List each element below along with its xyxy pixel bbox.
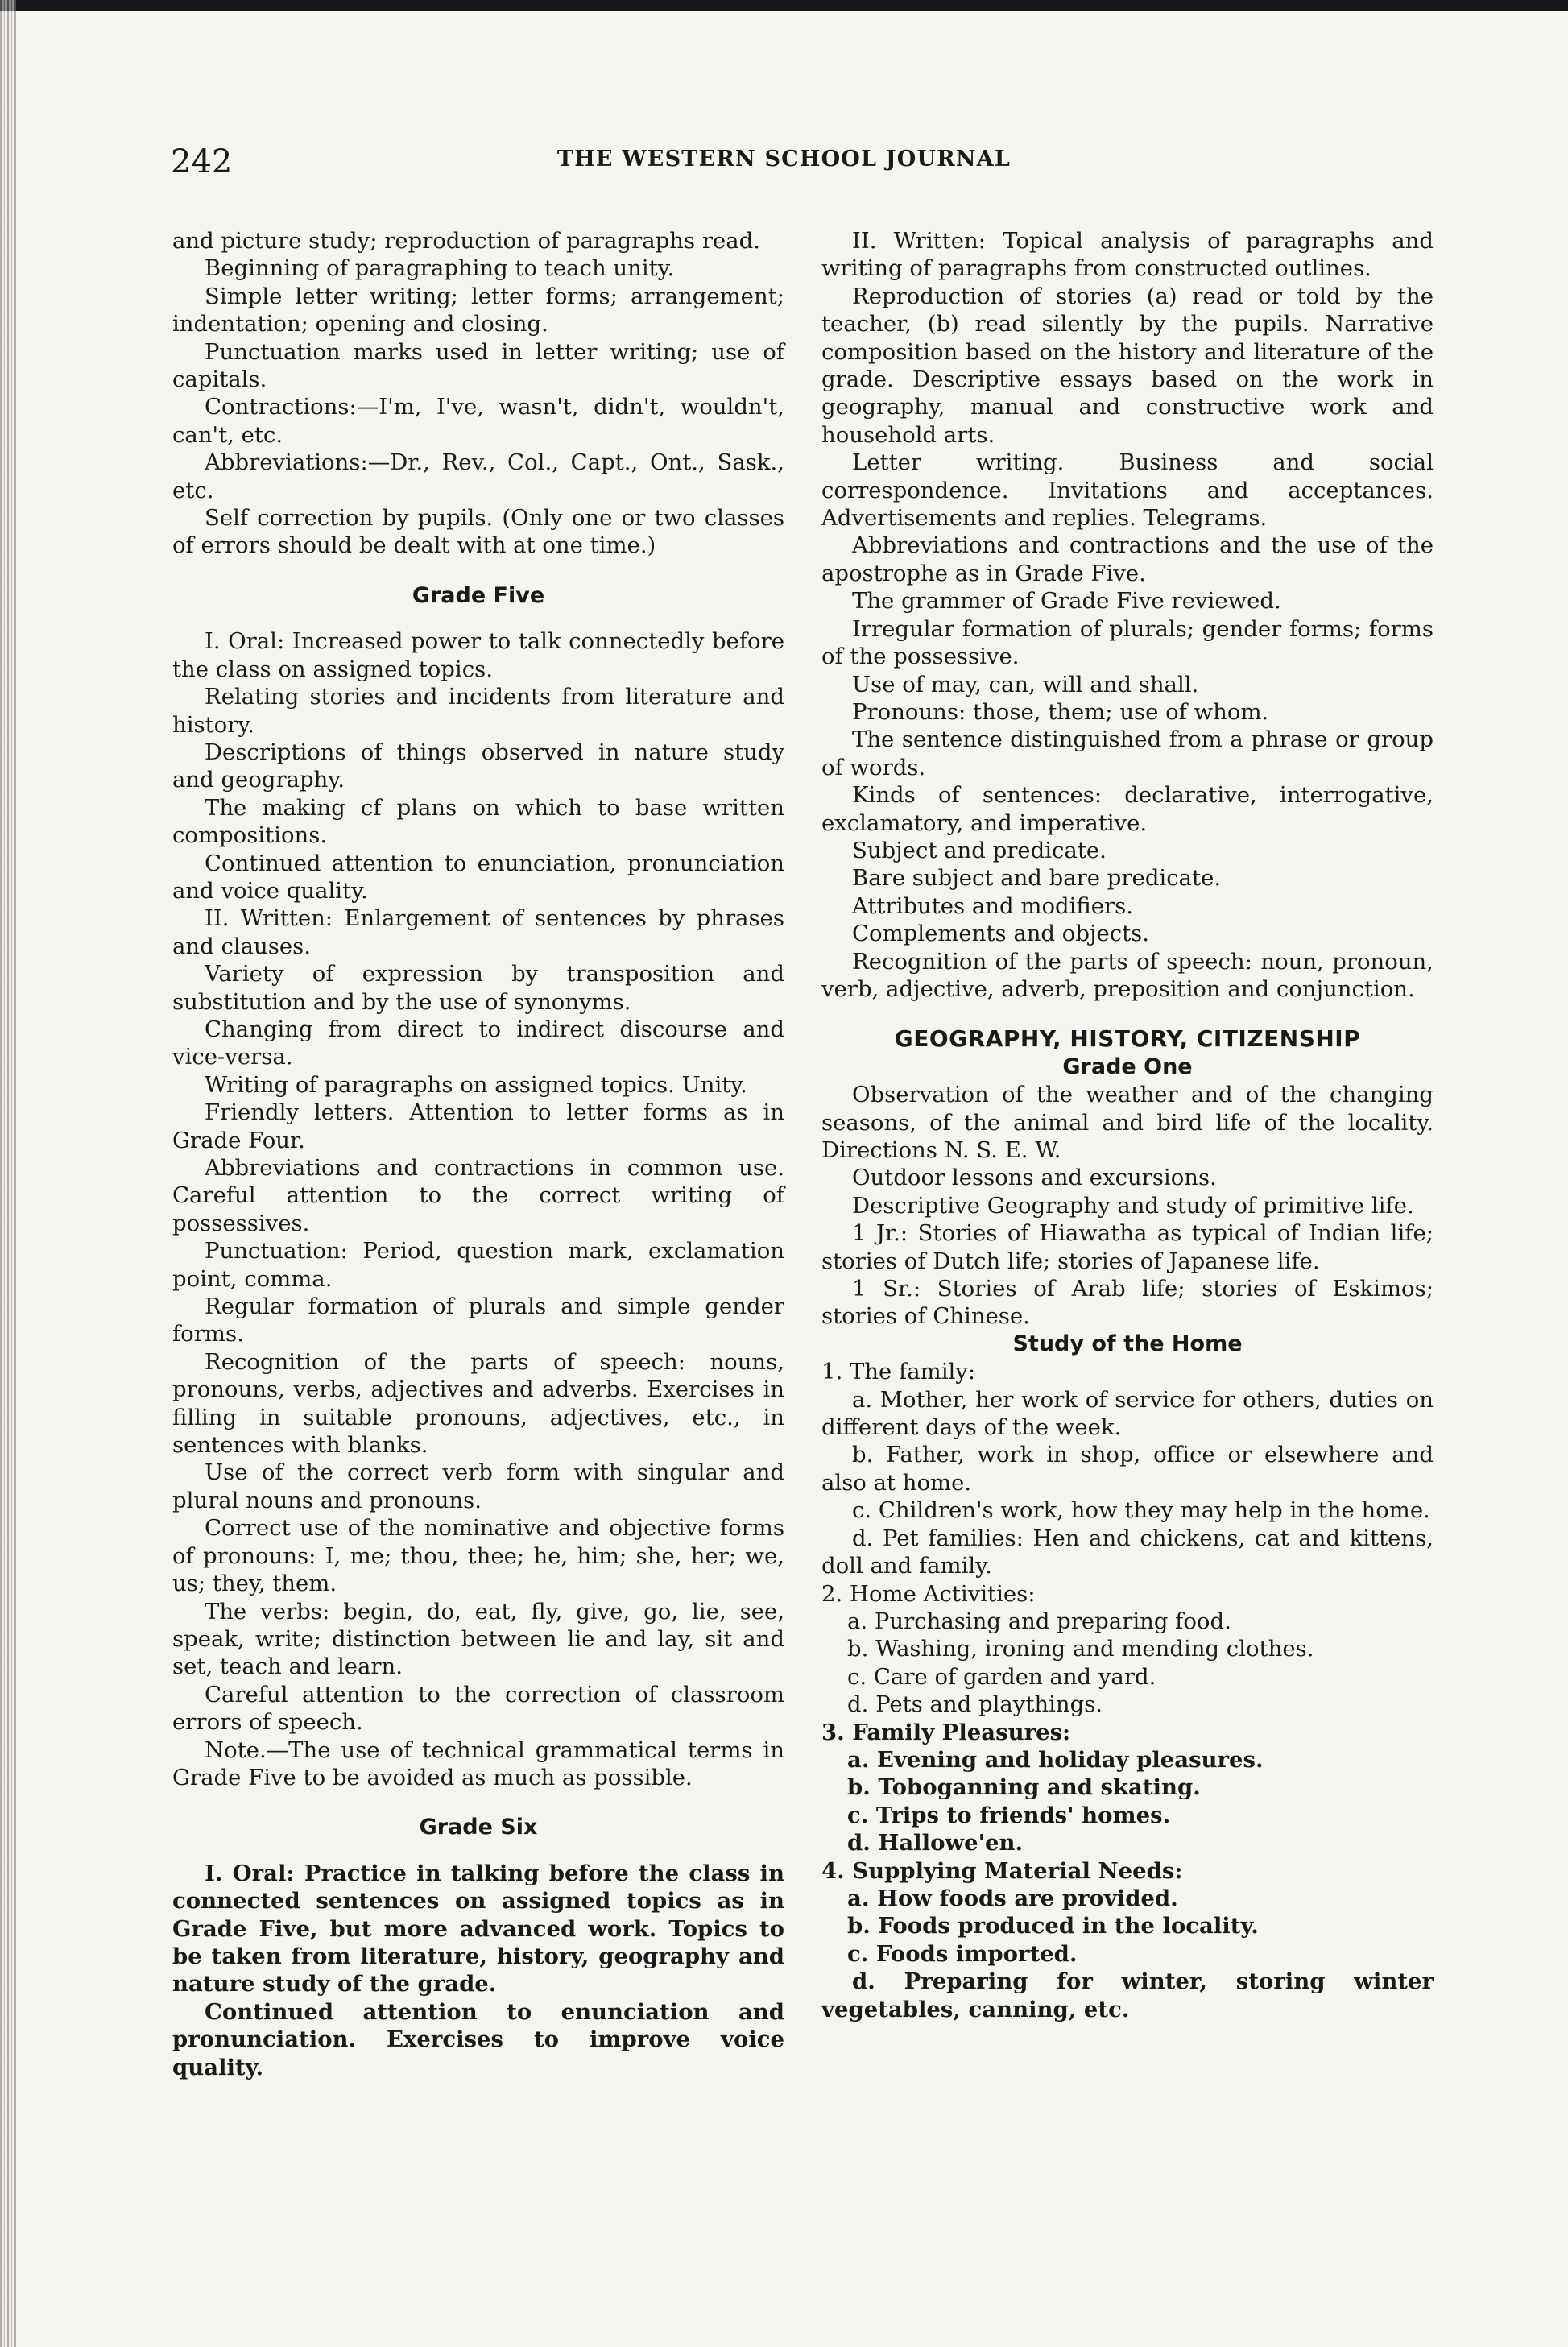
paragraph: Recognition of the parts of speech: nouns, pronouns, verbs, adjectives and adverbs. Exercises in filling in suitable pronouns, adjectives, etc., in sentences with blanks. [172, 1348, 784, 1459]
list-item: c. Trips to friends' homes. [847, 1802, 1171, 1828]
paragraph: Writing of paragraphs on assigned topics. Unity. [205, 1071, 747, 1098]
paragraph: Variety of expression by transposition and substitution and by the use of synonyms. [172, 961, 784, 1015]
paragraph: Attributes and modifiers. [852, 892, 1134, 919]
list-item: c. Foods imported. [847, 1940, 1078, 1967]
paragraph: Letter writing. Business and social correspondence. Invitations and acceptances. Advertisements and replies. Telegrams. [821, 449, 1434, 532]
section-heading-geography-history-citizenship: GEOGRAPHY, HISTORY, CITIZENSHIP [894, 1025, 1361, 1053]
paragraph: Kinds of sentences: declarative, interrogative, exclamatory, and imperative. [821, 782, 1434, 836]
paragraph: Observation of the weather and of the changing seasons, of the animal and bird life of the locality. Directions N. S. E. W. [821, 1082, 1434, 1163]
paragraph: Careful attention to the correction of classroom errors of speech. [172, 1681, 784, 1736]
scan-binding-edge [0, 0, 16, 2347]
paragraph: Abbreviations and contractions in common use. Careful attention to the correct writing of possessives. [172, 1155, 784, 1236]
paragraph: Beginning of paragraphing to teach unity. [205, 255, 675, 282]
list-item: d. Pet families: Hen and chickens, cat and kittens, doll and family. [821, 1525, 1434, 1579]
paragraph: The verbs: begin, do, eat, fly, give, go, lie, see, speak, write; distinction between lie and lay, sit and set, teach and learn. [172, 1598, 784, 1680]
paragraph: Use of may, can, will and shall. [852, 671, 1199, 697]
list-item: b. Foods produced in the locality. [847, 1913, 1259, 1939]
paragraph: Descriptive Geography and study of primitive life. [852, 1192, 1414, 1219]
list-item: a. How foods are provided. [847, 1885, 1178, 1911]
paragraph: Punctuation marks used in letter writing; use of capitals. [172, 338, 784, 393]
list-item: b. Washing, ironing and mending clothes. [847, 1636, 1314, 1662]
list-item: c. Care of garden and yard. [847, 1663, 1156, 1690]
subheading-study-of-the-home: Study of the Home [1012, 1331, 1243, 1356]
paragraph: Self correction by pupils. (Only one or two classes of errors should be dealt with at one time.) [172, 505, 784, 559]
paragraph: Contractions:—I'm, I've, wasn't, didn't, wouldn't, can't, etc. [172, 394, 784, 448]
paragraph: Irregular formation of plurals; gender forms; forms of the possessive. [821, 615, 1434, 670]
paragraph: Relating stories and incidents from literature and history. [172, 684, 784, 738]
paragraph: Outdoor lessons and excursions. [852, 1165, 1217, 1191]
paragraph: Abbreviations and contractions and the use of the apostrophe as in Grade Five. [821, 532, 1434, 586]
list-item: d. Hallowe'en. [847, 1830, 1024, 1856]
paragraph: Complements and objects. [852, 921, 1150, 947]
paragraph: Abbreviations:—Dr., Rev., Col., Capt., Ont., Sask., etc. [172, 449, 784, 503]
right-column [821, 227, 1434, 2023]
section-heading-grade-six: Grade Six [419, 1815, 538, 1840]
list-item: a. Evening and holiday pleasures. [847, 1746, 1264, 1773]
paragraph: Descriptions of things observed in nature study and geography. [172, 739, 784, 793]
list-item: 3. Family Pleasures: [821, 1719, 1071, 1745]
list-item: c. Children's work, how they may help in the home. [852, 1497, 1430, 1524]
study-of-home-outline [821, 1358, 1434, 2023]
paragraph: II. Written: Enlargement of sentences by phrases and clauses. [172, 905, 784, 959]
paragraph: and picture study; reproduction of paragraphs read. [172, 228, 760, 254]
paragraph: Simple letter writing; letter forms; arrangement; indentation; opening and closing. [172, 283, 784, 337]
paragraph: Use of the correct verb form with singular and plural nouns and pronouns. [172, 1459, 784, 1513]
section-heading-grade-five: Grade Five [412, 582, 545, 608]
left-column [172, 227, 784, 2081]
paragraph: Recognition of the parts of speech: noun, pronoun, verb, adjective, adverb, preposition and conjunction. [821, 948, 1434, 1002]
paragraph: Correct use of the nominative and objective forms of pronouns: I, me; thou, thee; he, him; she, her; we, us; they, them. [172, 1515, 784, 1597]
paragraph: Reproduction of stories (a) read or told by the teacher, (b) read silently by the pupils. Narrative composition based on the history and literature of the grade. Descriptive essays based on the work in geography, manual and constructive work and household arts. [821, 283, 1434, 448]
paragraph: Continued attention to enunciation and pronunciation. Exercises to improve voice quality. [172, 1998, 784, 2080]
list-item: d. Pets and playthings. [847, 1691, 1103, 1718]
paragraph: Punctuation: Period, question mark, exclamation point, comma. [172, 1238, 784, 1292]
paragraph: II. Written: Topical analysis of paragraphs and writing of paragraphs from constructed outlines. [821, 228, 1434, 282]
list-item: a. Purchasing and preparing food. [847, 1608, 1231, 1634]
paragraph: The grammer of Grade Five reviewed. [852, 588, 1281, 615]
list-item: b. Father, work in shop, office or elsewhere and also at home. [821, 1442, 1434, 1496]
paragraph: Note.—The use of technical grammatical terms in Grade Five to be avoided as much as possible. [172, 1736, 784, 1790]
top-border-rule [0, 0, 1568, 11]
list-item: 4. Supplying Material Needs: [821, 1857, 1183, 1884]
paragraph: Friendly letters. Attention to letter forms as in Grade Four. [172, 1099, 784, 1153]
list-item: a. Mother, her work of service for others, duties on different days of the week. [821, 1386, 1434, 1441]
subheading-grade-one: Grade One [1062, 1053, 1193, 1079]
paragraph: Regular formation of plurals and simple gender forms. [172, 1294, 784, 1347]
list-item: b. Toboganning and skating. [847, 1774, 1201, 1801]
paragraph: The making cf plans on which to base written compositions. [172, 794, 784, 849]
list-item: d. Preparing for winter, storing winter vegetables, canning, etc. [821, 1968, 1434, 2022]
paragraph: Subject and predicate. [852, 837, 1107, 863]
paragraph: 1 Jr.: Stories of Hiawatha as typical of Indian life; stories of Dutch life; stories of Japanese life. [821, 1220, 1434, 1274]
page-number: 242 [171, 143, 233, 180]
paragraph: I. Oral: Practice in talking before the class in connected sentences on assigned topics as in Grade Five, but more advanced work. Topics to be taken from literature, history, geography and nature study of the grade. [172, 1860, 784, 1997]
paragraph: Changing from direct to indirect discourse and vice-versa. [172, 1016, 784, 1070]
paragraph: The sentence distinguished from a phrase or group of words. [821, 726, 1434, 780]
list-item: 1. The family: [821, 1359, 976, 1385]
paragraph: Continued attention to enunciation, pronunciation and voice quality. [172, 850, 784, 904]
paragraph: I. Oral: Increased power to talk connectedly before the class on assigned topics. [172, 628, 784, 682]
list-item: 2. Home Activities: [821, 1580, 1036, 1607]
paragraph: Bare subject and bare predicate. [852, 865, 1222, 892]
paragraph: Pronouns: those, them; use of whom. [852, 698, 1269, 725]
paragraph: 1 Sr.: Stories of Arab life; stories of Eskimos; stories of Chinese. [821, 1276, 1434, 1330]
running-head: THE WESTERN SCHOOL JOURNAL [556, 147, 1012, 172]
